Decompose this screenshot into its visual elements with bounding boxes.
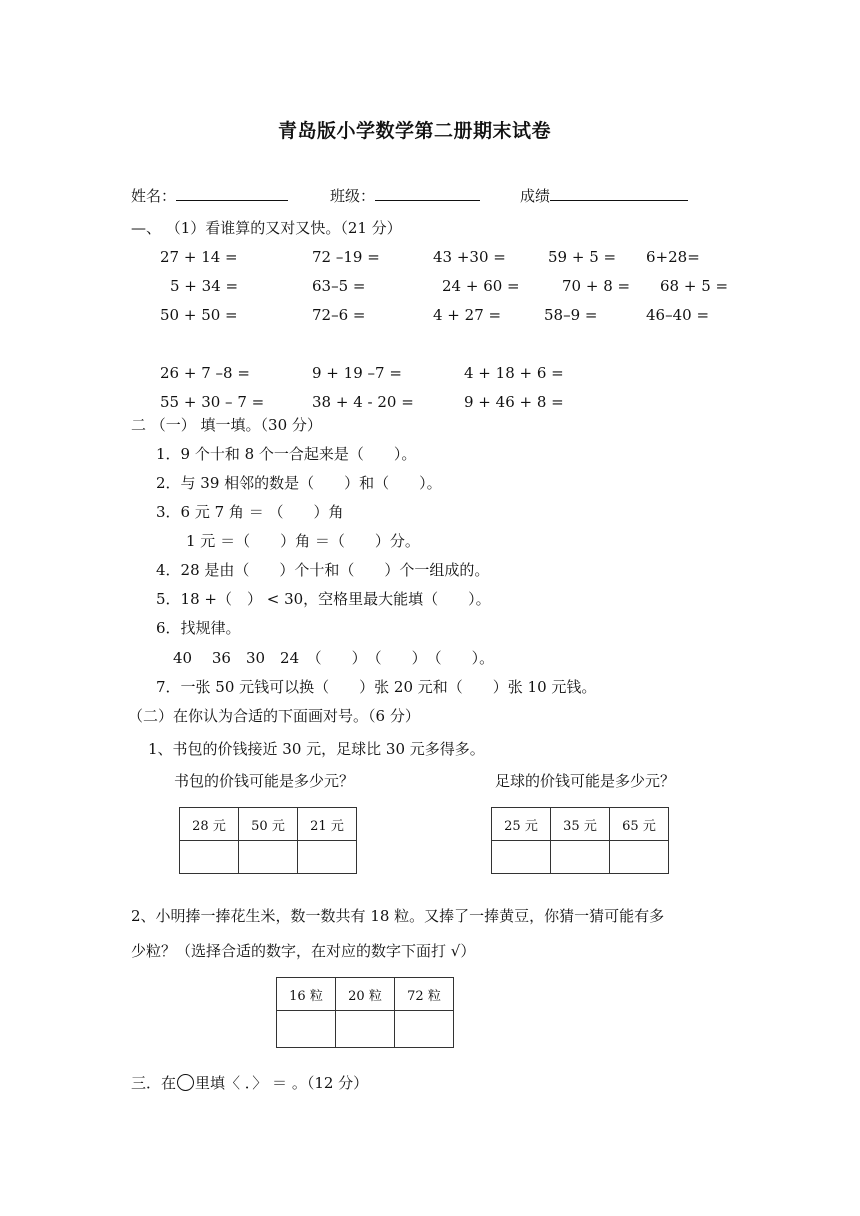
section3-heading: [131, 1072, 368, 1093]
answer-cell[interactable]: [610, 841, 669, 874]
table-cell: 72 粒: [395, 978, 454, 1011]
calc-item: 4 + 27 =: [433, 306, 502, 324]
question-1a: 书包的价钱可能是多少元？: [174, 772, 355, 790]
calc-item: 72 –19 =: [312, 248, 380, 266]
calc-item: 24 + 60 =: [442, 277, 520, 295]
question-2-line2: 少粒？（选择合适的数字，在对应的数字下面打 √）: [131, 942, 476, 960]
calc-item: 58–9 =: [544, 306, 598, 324]
fill-item: 4．28 是由（ ）个十和（ ）个一组成的。: [156, 561, 490, 579]
table-cell: 65 元: [610, 808, 669, 841]
calc-item: 72–6 =: [312, 306, 366, 324]
score-label: 成绩: [520, 187, 551, 205]
score-blank[interactable]: [550, 185, 688, 201]
calc-item: 46–40 =: [646, 306, 710, 324]
class-label: 班级：: [330, 187, 376, 205]
fill-item: 5．18 +（ ） < 30，空格里最大能填（ ）。: [156, 590, 491, 608]
fill-item: 2．与 39 相邻的数是（ ）和（ ）。: [156, 474, 442, 492]
bag-price-table: [179, 807, 357, 874]
circle-icon: [177, 1074, 194, 1091]
calc-item: 50 + 50 =: [160, 306, 238, 324]
fill-item: 1 元 ＝（ ）角 ＝（ ）分。: [186, 532, 420, 550]
calc-item: 43 +30 =: [433, 248, 506, 266]
section2-heading: 二 （一） 填一填。（30 分）: [131, 416, 322, 434]
answer-cell[interactable]: [298, 841, 357, 874]
calc-item: 63–5 =: [312, 277, 366, 295]
name-label: 姓名：: [131, 187, 177, 205]
calc-item: 59 + 5 =: [548, 248, 617, 266]
answer-cell[interactable]: [277, 1011, 336, 1048]
fill-item: 6．找规律。: [156, 619, 241, 637]
fill-item: 7．一张 50 元钱可以换（ ）张 20 元和（ ）张 10 元钱。: [156, 678, 597, 696]
fill-item: 1．9 个十和 8 个一合起来是（ ）。: [156, 445, 417, 463]
page-title: 青岛版小学数学第二册期末试卷: [278, 120, 552, 142]
calc-item: 68 + 5 =: [660, 277, 729, 295]
calc-item: 38 + 4 - 20 =: [312, 393, 414, 411]
calc-item: 27 + 14 =: [160, 248, 238, 266]
table-cell: 28 元: [180, 808, 239, 841]
score-field: [520, 185, 688, 206]
answer-cell[interactable]: [239, 841, 298, 874]
section3-suffix: 里填〈 ．〉 ＝ 。（12 分）: [195, 1074, 369, 1092]
answer-cell[interactable]: [395, 1011, 454, 1048]
calc-item: 26 + 7 –8 =: [160, 364, 250, 382]
calc-item: 6+28=: [646, 248, 700, 266]
answer-cell[interactable]: [492, 841, 551, 874]
table-cell: 20 粒: [336, 978, 395, 1011]
ball-price-table: [491, 807, 669, 874]
calc-item: 9 + 46 + 8 =: [464, 393, 564, 411]
pattern-sequence: 40 36 30 24 （ ） （ ） （ ）。: [173, 649, 495, 667]
bean-count-table: [276, 977, 454, 1048]
table-cell: 35 元: [551, 808, 610, 841]
table-cell: 25 元: [492, 808, 551, 841]
table-cell: 21 元: [298, 808, 357, 841]
calc-item: 70 + 8 =: [562, 277, 631, 295]
section3-prefix: 三．在: [131, 1074, 177, 1092]
fill-item: 3．6 元 7 角 ＝ （ ）角: [156, 503, 344, 521]
class-field: [330, 185, 480, 206]
name-field: [131, 185, 288, 206]
calc-item: 5 + 34 =: [170, 277, 239, 295]
calc-item: 4 + 18 + 6 =: [464, 364, 564, 382]
section1-heading: —、 （1）看谁算的又对又快。（21 分）: [131, 219, 402, 237]
calc-item: 55 + 30 – 7 =: [160, 393, 265, 411]
table-cell: 16 粒: [277, 978, 336, 1011]
calc-item: 9 + 19 –7 =: [312, 364, 402, 382]
answer-cell[interactable]: [180, 841, 239, 874]
class-blank[interactable]: [375, 185, 480, 201]
question-1b: 足球的价钱可能是多少元？: [495, 772, 676, 790]
section2-sub-heading: （二）在你认为合适的下面画对号。（6 分）: [128, 707, 420, 725]
answer-cell[interactable]: [551, 841, 610, 874]
question-1: 1、书包的价钱接近 30 元，足球比 30 元多得多。: [148, 740, 485, 758]
question-2-line1: 2、小明捧一捧花生米，数一数共有 18 粒。又捧了一捧黄豆，你猜一猜可能有多: [131, 907, 665, 925]
answer-cell[interactable]: [336, 1011, 395, 1048]
name-blank[interactable]: [176, 185, 288, 201]
table-cell: 50 元: [239, 808, 298, 841]
